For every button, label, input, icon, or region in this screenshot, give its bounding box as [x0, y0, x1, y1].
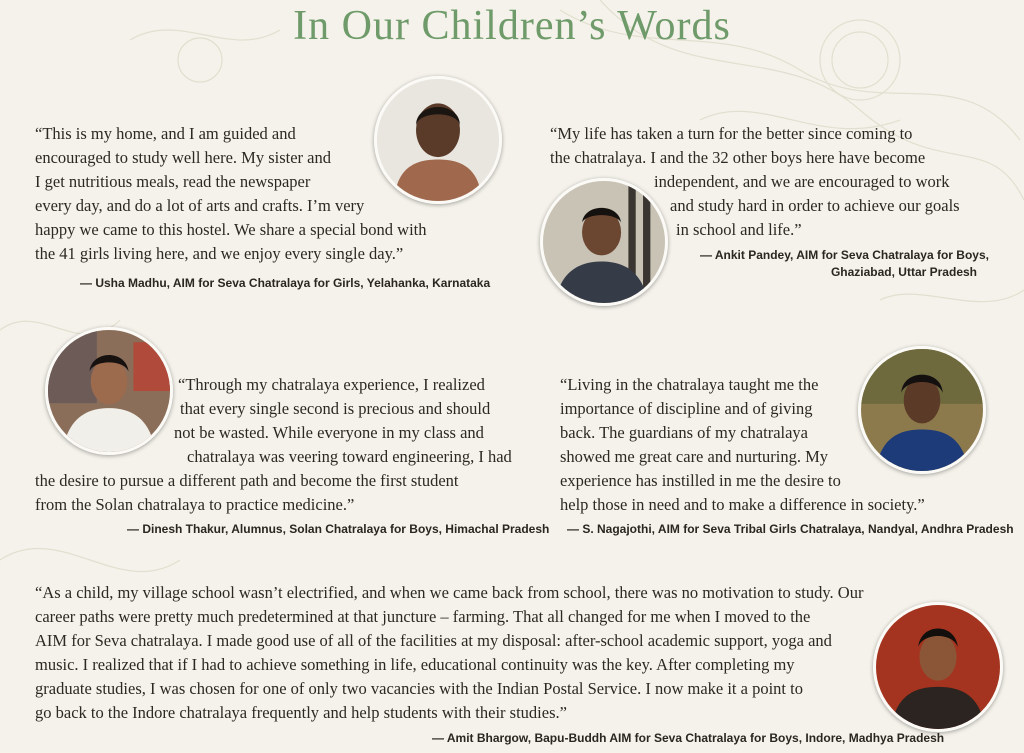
portrait-photo [45, 327, 173, 455]
quote-line: and study hard in order to achieve our goals [670, 196, 960, 215]
quote-line: “This is my home, and I am guided and [35, 124, 296, 143]
quote-line: music. I realized that if I had to achieve something in life, educational continuity was the key. After completing my [35, 655, 795, 674]
testimonial-quote [35, 581, 863, 725]
testimonial-quote [35, 122, 427, 266]
quote-line: experience has instilled in me the desire to [560, 471, 841, 490]
attribution-line: — Ankit Pandey, AIM for Seva Chatralaya for Boys, [700, 248, 989, 262]
quote-line: I get nutritious meals, read the newspaper [35, 172, 311, 191]
quote-line: “Through my chatralaya experience, I realized [178, 375, 485, 394]
quote-line: “As a child, my village school wasn’t electrified, and when we came back from school, there was no motivation to study. Our [35, 583, 864, 602]
quote-line: in school and life.” [676, 220, 802, 239]
testimonial-attribution: — S. Nagajothi, AIM for Seva Tribal Girls Chatralaya, Nandyal, Andhra Pradesh [567, 522, 1014, 536]
quote-line: chatralaya was veering toward engineering, I had [187, 447, 512, 466]
attribution-line: Ghaziabad, Uttar Pradesh [830, 265, 977, 279]
portrait-photo [873, 602, 1003, 732]
quote-line: encouraged to study well here. My sister and [35, 148, 332, 167]
quote-line: back. The guardians of my chatralaya [560, 423, 809, 442]
portrait-photo [374, 76, 502, 204]
quote-line: “Living in the chatralaya taught me the [560, 375, 819, 394]
quote-line: go back to the Indore chatralaya frequently and help students with their studies.” [35, 703, 567, 722]
quote-line: help those in need and to make a difference in society.” [560, 495, 925, 514]
quote-line: career paths were pretty much predetermined at that juncture – farming. That all changed for me when I moved to the [35, 607, 811, 626]
quote-line: every day, and do a lot of arts and crafts. I’m very [35, 196, 365, 215]
quote-line: that every single second is precious and should [180, 399, 491, 418]
portrait-photo [540, 178, 668, 306]
quote-line: the 41 girls living here, and we enjoy every single day.” [35, 244, 404, 263]
quote-line: AIM for Seva chatralaya. I made good use of all of the facilities at my disposal: after-school academic support, yoga and [35, 631, 832, 650]
quote-line: the desire to pursue a different path and become the first student [35, 471, 459, 490]
testimonial-attribution: — Dinesh Thakur, Alumnus, Solan Chatralaya for Boys, Himachal Pradesh [127, 522, 550, 536]
quote-line: happy we came to this hostel. We share a special bond with [35, 220, 427, 239]
portrait-photo [858, 346, 986, 474]
quote-line: importance of discipline and of giving [560, 399, 813, 418]
quote-line: not be wasted. While everyone in my class and [174, 423, 484, 442]
quote-line: the chatralaya. I and the 32 other boys here have become [550, 148, 926, 167]
quote-line: showed me great care and nurturing. My [560, 447, 829, 466]
quote-line: independent, and we are encouraged to work [654, 172, 950, 191]
testimonial-attribution [700, 247, 989, 281]
quote-line: “My life has taken a turn for the better since coming to [550, 124, 913, 143]
testimonial-attribution: — Usha Madhu, AIM for Seva Chatralaya for Girls, Yelahanka, Karnataka [80, 276, 491, 290]
testimonial-attribution: — Amit Bhargow, Bapu-Buddh AIM for Seva Chatralaya for Boys, Indore, Madhya Pradesh [432, 731, 945, 745]
quote-line: from the Solan chatralaya to practice medicine.” [35, 495, 355, 514]
page-title: In Our Children’s Words [293, 3, 731, 49]
quote-line: graduate studies, I was chosen for one of only two vacancies with the Indian Postal Service. I now make it a point to [35, 679, 803, 698]
